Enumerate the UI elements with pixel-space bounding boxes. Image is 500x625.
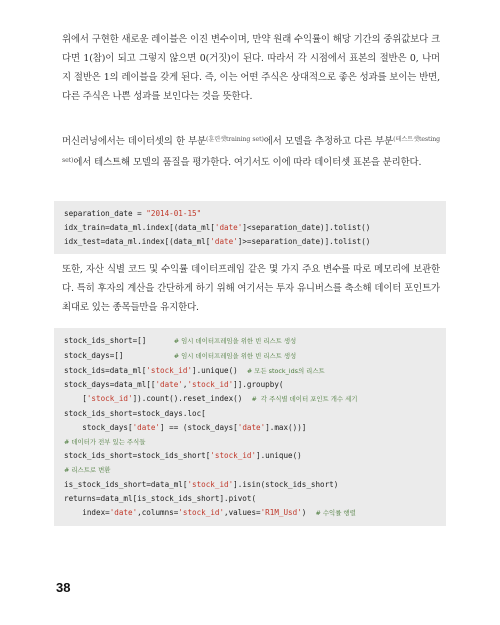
code-line: stock_days=data_ml[['date','stock_id']].groupby(	[64, 380, 284, 390]
code-line: index='date',columns='stock_id',values='R1M_Usd') # 수익률 행렬	[64, 507, 356, 517]
code-line: stock_ids_short=stock_ids_short['stock_id'].unique()	[64, 451, 302, 461]
paragraph2-part1: 머신러닝에서는 데이터셋의 한 부분	[62, 136, 207, 147]
code-block-returns	[54, 328, 446, 526]
code-line: separation_date = "2014-01-15"	[64, 209, 202, 218]
code-block-split	[54, 201, 446, 254]
note-testing-set: (테스트셋testing set)	[62, 136, 440, 164]
code-line: stock_ids_short=stock_days.loc[	[64, 408, 206, 418]
paragraph2-part2: 에서 모델을 추정하고 다른 부분	[263, 136, 394, 147]
code-line: # 데이터가 전부 있는 주식들	[64, 437, 146, 446]
code-line: stock_days=[] # 임시 데이터프레임을 위한 빈 리스트 생성	[64, 350, 297, 360]
code-line: idx_train=data_ml.index[(data_ml['date']<separation_date)].tolist()	[64, 222, 371, 232]
note-training-set: (훈련셋training set)	[206, 136, 264, 143]
code-line: stock_ids_short=[] # 임시 데이터프레임을 위한 빈 리스트 생성	[64, 336, 297, 345]
page-number: 38	[56, 580, 71, 595]
paragraph2-part3: 에서 테스트해 모델의 품질을 평가한다. 여기서도 이에 따라 데이터셋 표본을 분리한다.	[73, 157, 422, 168]
code-line: # 리스트로 변환	[64, 466, 111, 475]
code-line: stock_ids=data_ml['stock_id'].unique() # 모든 stock_ids의 리스트	[64, 365, 325, 375]
paragraph-label-description: 위에서 구현한 새로운 레이블은 이진 변수이며, 만약 원래 수익률이 해당 기간의 중위값보다 크다면 1(참)이 되고 그렇지 않으면 0(거짓)이 된다. 따라서 각 시점에서 표본의 절반은 0, 나머지 절반은 1의 레이블을 갖게 된다. 즉, 이는 어떤 주식은 상대적으로 좋은 성과를 보이는 반면, 다른 주식은 나쁜 성과를 보인다는 것을 뜻한다.	[62, 34, 440, 102]
code-line: idx_test=data_ml.index[(data_ml['date']>=separation_date)].tolist()	[64, 236, 371, 246]
code-line: returns=data_ml[is_stock_ids_short].pivot(	[64, 493, 257, 503]
code-line: ['stock_id']).count().reset_index() # 각 주식별 데이터 포인트 개수 세기	[64, 394, 358, 404]
code-line: is_stock_ids_short=data_ml['stock_id'].isin(stock_ids_short)	[64, 479, 339, 489]
paragraph-train-test-split	[62, 130, 440, 172]
code-line: stock_days['date'] == (stock_days['date'].max())]	[64, 422, 307, 432]
paragraph-universe-reduction: 또한, 자산 식별 코드 및 수익률 데이터프레임 같은 몇 가지 주요 변수를 따로 메모리에 보관한다. 특히 후자의 계산을 간단하게 하기 위해 여기서는 투자 유니버스를 축소해 데이터 포인트가 최대로 있는 종목들만을 유지한다.	[62, 264, 440, 313]
